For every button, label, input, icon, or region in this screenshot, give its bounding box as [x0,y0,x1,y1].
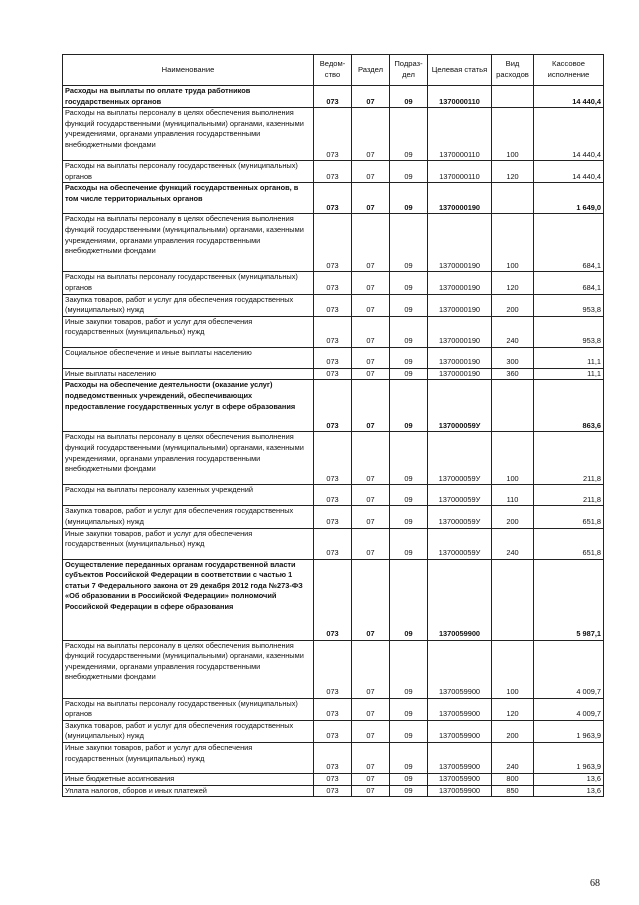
row-name: Расходы на выплаты персоналу в целях обеспечения выполнения функций государственными (муниципальными) органами, казенными учреждениями, органами управления государственными внебюджетными фондами [63,640,314,698]
row-kassovoe-ispolnenie: 11,1 [534,347,604,368]
row-celevaya-statya: 1370059900 [428,785,492,797]
table-row [63,785,604,797]
table-row [63,161,604,183]
row-kassovoe-ispolnenie: 14 440,4 [534,161,604,183]
header-vedomstvo: Ведом-ство [314,55,352,86]
row-podrazdel: 09 [390,506,428,528]
header-razdel: Раздел [352,55,390,86]
row-podrazdel: 09 [390,368,428,380]
row-kassovoe-ispolnenie: 953,8 [534,294,604,316]
row-vedomstvo: 073 [314,773,352,785]
header-podrazdel: Подраз-дел [390,55,428,86]
row-kassovoe-ispolnenie: 684,1 [534,214,604,272]
table-header [63,55,604,86]
row-vedomstvo: 073 [314,108,352,161]
row-name: Расходы на выплаты персоналу в целях обеспечения выполнения функций государственными (муниципальными) органами, казенными учреждениями, органами управления государственными внебюджетными фондами [63,432,314,485]
row-kassovoe-ispolnenie: 684,1 [534,272,604,294]
row-podrazdel: 09 [390,108,428,161]
row-celevaya-statya: 1370000190 [428,316,492,347]
row-vedomstvo: 073 [314,720,352,742]
row-vid-rashodov: 120 [492,161,534,183]
row-vedomstvo: 073 [314,785,352,797]
row-kassovoe-ispolnenie: 651,8 [534,506,604,528]
row-vedomstvo: 073 [314,272,352,294]
table-row [63,108,604,161]
row-vid-rashodov [492,380,534,432]
row-razdel: 07 [352,698,390,720]
row-razdel: 07 [352,432,390,485]
row-celevaya-statya: 1370000190 [428,272,492,294]
row-razdel: 07 [352,86,390,108]
row-kassovoe-ispolnenie: 1 963,9 [534,742,604,773]
header-vid-rashodov: Вид расходов [492,55,534,86]
row-vid-rashodov: 240 [492,528,534,559]
row-podrazdel: 09 [390,316,428,347]
row-razdel: 07 [352,368,390,380]
row-razdel: 07 [352,785,390,797]
row-vedomstvo: 073 [314,485,352,506]
row-podrazdel: 09 [390,161,428,183]
row-vid-rashodov: 100 [492,432,534,485]
row-vedomstvo: 073 [314,86,352,108]
row-vid-rashodov: 850 [492,785,534,797]
row-podrazdel: 09 [390,698,428,720]
row-kassovoe-ispolnenie: 14 440,4 [534,108,604,161]
row-name: Расходы на выплаты персоналу государственных (муниципальных) органов [63,161,314,183]
row-podrazdel: 09 [390,380,428,432]
row-razdel: 07 [352,161,390,183]
table-row [63,720,604,742]
row-razdel: 07 [352,108,390,161]
row-vid-rashodov: 300 [492,347,534,368]
row-kassovoe-ispolnenie: 863,6 [534,380,604,432]
row-kassovoe-ispolnenie: 651,8 [534,528,604,559]
row-vedomstvo: 073 [314,183,352,214]
row-podrazdel: 09 [390,785,428,797]
row-celevaya-statya: 1370059900 [428,720,492,742]
row-kassovoe-ispolnenie: 13,6 [534,773,604,785]
row-vid-rashodov: 240 [492,742,534,773]
row-podrazdel: 09 [390,86,428,108]
row-kassovoe-ispolnenie: 11,1 [534,368,604,380]
row-vedomstvo: 073 [314,294,352,316]
table-row [63,272,604,294]
table-body [63,86,604,797]
row-celevaya-statya: 1370000110 [428,161,492,183]
table-row [63,347,604,368]
row-celevaya-statya: 1370000110 [428,86,492,108]
row-vedomstvo: 073 [314,742,352,773]
row-name: Закупка товаров, работ и услуг для обеспечения государственных (муниципальных) нужд [63,720,314,742]
row-vedomstvo: 073 [314,640,352,698]
row-celevaya-statya: 1370059900 [428,640,492,698]
row-podrazdel: 09 [390,773,428,785]
table-row [63,368,604,380]
row-vedomstvo: 073 [314,506,352,528]
header-row [63,55,604,86]
row-vedomstvo: 073 [314,347,352,368]
row-name: Иные закупки товаров, работ и услуг для обеспечения государственных (муниципальных) нужд [63,528,314,559]
row-kassovoe-ispolnenie: 4 009,7 [534,698,604,720]
row-razdel: 07 [352,720,390,742]
row-kassovoe-ispolnenie: 953,8 [534,316,604,347]
row-vid-rashodov: 120 [492,698,534,720]
row-celevaya-statya: 1370059900 [428,698,492,720]
row-kassovoe-ispolnenie: 211,8 [534,432,604,485]
row-razdel: 07 [352,294,390,316]
row-vid-rashodov: 100 [492,640,534,698]
row-celevaya-statya: 1370000190 [428,294,492,316]
row-name: Расходы на обеспечение деятельности (оказание услуг) подведомственных учреждений, обеспечивающих предоставление государственных услуг в сфере образования [63,380,314,432]
row-podrazdel: 09 [390,640,428,698]
row-vedomstvo: 073 [314,214,352,272]
row-vid-rashodov: 240 [492,316,534,347]
row-razdel: 07 [352,559,390,640]
row-celevaya-statya: 1370059900 [428,773,492,785]
row-razdel: 07 [352,272,390,294]
table-row [63,698,604,720]
row-vedomstvo: 073 [314,559,352,640]
row-podrazdel: 09 [390,559,428,640]
row-name: Иные бюджетные ассигнования [63,773,314,785]
row-celevaya-statya: 1370000190 [428,368,492,380]
page-number: 68 [590,878,600,889]
row-razdel: 07 [352,742,390,773]
row-name: Социальное обеспечение и иные выплаты населению [63,347,314,368]
row-kassovoe-ispolnenie: 13,6 [534,785,604,797]
row-podrazdel: 09 [390,347,428,368]
row-celevaya-statya: 1370059900 [428,559,492,640]
row-celevaya-statya: 137000059У [428,432,492,485]
row-vedomstvo: 073 [314,161,352,183]
row-vid-rashodov: 200 [492,294,534,316]
table-row [63,559,604,640]
row-celevaya-statya: 1370000190 [428,183,492,214]
row-vedomstvo: 073 [314,316,352,347]
row-razdel: 07 [352,528,390,559]
table-row [63,742,604,773]
table-row [63,640,604,698]
row-vedomstvo: 073 [314,528,352,559]
row-podrazdel: 09 [390,485,428,506]
row-razdel: 07 [352,214,390,272]
row-podrazdel: 09 [390,528,428,559]
row-vid-rashodov: 200 [492,720,534,742]
table-row [63,432,604,485]
row-vid-rashodov: 100 [492,108,534,161]
row-razdel: 07 [352,506,390,528]
row-podrazdel: 09 [390,294,428,316]
table-row [63,294,604,316]
row-podrazdel: 09 [390,720,428,742]
row-celevaya-statya: 137000059У [428,380,492,432]
row-name: Осуществление переданных органам государственной власти субъектов Российской Федерации в соответствии с частью 1 статьи 7 Федерального закона от 29 декабря 2012 года №273-ФЗ «Об образовании в Российской Федерации» полномочий Российской Федерации в сфере образования [63,559,314,640]
row-razdel: 07 [352,485,390,506]
row-razdel: 07 [352,773,390,785]
row-name: Расходы на выплаты по оплате труда работников государственных органов [63,86,314,108]
row-kassovoe-ispolnenie: 4 009,7 [534,640,604,698]
row-celevaya-statya: 1370000110 [428,108,492,161]
table-row [63,316,604,347]
row-razdel: 07 [352,316,390,347]
row-vid-rashodov [492,559,534,640]
row-kassovoe-ispolnenie: 14 440,4 [534,86,604,108]
row-podrazdel: 09 [390,432,428,485]
row-vid-rashodov [492,86,534,108]
row-vedomstvo: 073 [314,698,352,720]
row-vid-rashodov [492,183,534,214]
row-kassovoe-ispolnenie: 5 987,1 [534,559,604,640]
row-name: Иные закупки товаров, работ и услуг для обеспечения государственных (муниципальных) нужд [63,742,314,773]
table-row [63,528,604,559]
table-row [63,485,604,506]
row-razdel: 07 [352,640,390,698]
row-vid-rashodov: 200 [492,506,534,528]
row-vedomstvo: 073 [314,368,352,380]
row-vid-rashodov: 360 [492,368,534,380]
row-podrazdel: 09 [390,183,428,214]
row-kassovoe-ispolnenie: 1 649,0 [534,183,604,214]
row-razdel: 07 [352,380,390,432]
row-vid-rashodov: 120 [492,272,534,294]
row-podrazdel: 09 [390,272,428,294]
row-name: Уплата налогов, сборов и иных платежей [63,785,314,797]
row-celevaya-statya: 137000059У [428,528,492,559]
row-vedomstvo: 073 [314,432,352,485]
table-row [63,214,604,272]
table-row [63,86,604,108]
header-celevaya-statya: Целевая статья [428,55,492,86]
budget-table [62,54,604,797]
header-name: Наименование [63,55,314,86]
row-vid-rashodov: 100 [492,214,534,272]
row-celevaya-statya: 1370059900 [428,742,492,773]
row-razdel: 07 [352,347,390,368]
row-kassovoe-ispolnenie: 211,8 [534,485,604,506]
row-celevaya-statya: 1370000190 [428,347,492,368]
row-razdel: 07 [352,183,390,214]
row-celevaya-statya: 137000059У [428,506,492,528]
row-podrazdel: 09 [390,214,428,272]
table-row [63,380,604,432]
row-name: Расходы на выплаты персоналу казенных учреждений [63,485,314,506]
row-name: Иные выплаты населению [63,368,314,380]
row-vid-rashodov: 800 [492,773,534,785]
row-kassovoe-ispolnenie: 1 963,9 [534,720,604,742]
row-name: Закупка товаров, работ и услуг для обеспечения государственных (муниципальных) нужд [63,294,314,316]
row-name: Расходы на выплаты персоналу в целях обеспечения выполнения функций государственными (муниципальными) органами, казенными учреждениями, органами управления государственными внебюджетными фондами [63,108,314,161]
row-vedomstvo: 073 [314,380,352,432]
row-name: Расходы на выплаты персоналу государственных (муниципальных) органов [63,272,314,294]
header-kassovoe-ispolnenie: Кассовое исполнение [534,55,604,86]
row-name: Закупка товаров, работ и услуг для обеспечения государственных (муниципальных) нужд [63,506,314,528]
row-name: Расходы на обеспечение функций государственных органов, в том числе территориальных органов [63,183,314,214]
row-podrazdel: 09 [390,742,428,773]
row-vid-rashodov: 110 [492,485,534,506]
row-name: Расходы на выплаты персоналу в целях обеспечения выполнения функций государственными (муниципальными) органами, казенными учреждениями, органами управления государственными внебюджетными фондами [63,214,314,272]
table-row [63,506,604,528]
row-celevaya-statya: 1370000190 [428,214,492,272]
row-celevaya-statya: 137000059У [428,485,492,506]
table-row [63,183,604,214]
row-name: Иные закупки товаров, работ и услуг для обеспечения государственных (муниципальных) нужд [63,316,314,347]
table-row [63,773,604,785]
row-name: Расходы на выплаты персоналу государственных (муниципальных) органов [63,698,314,720]
